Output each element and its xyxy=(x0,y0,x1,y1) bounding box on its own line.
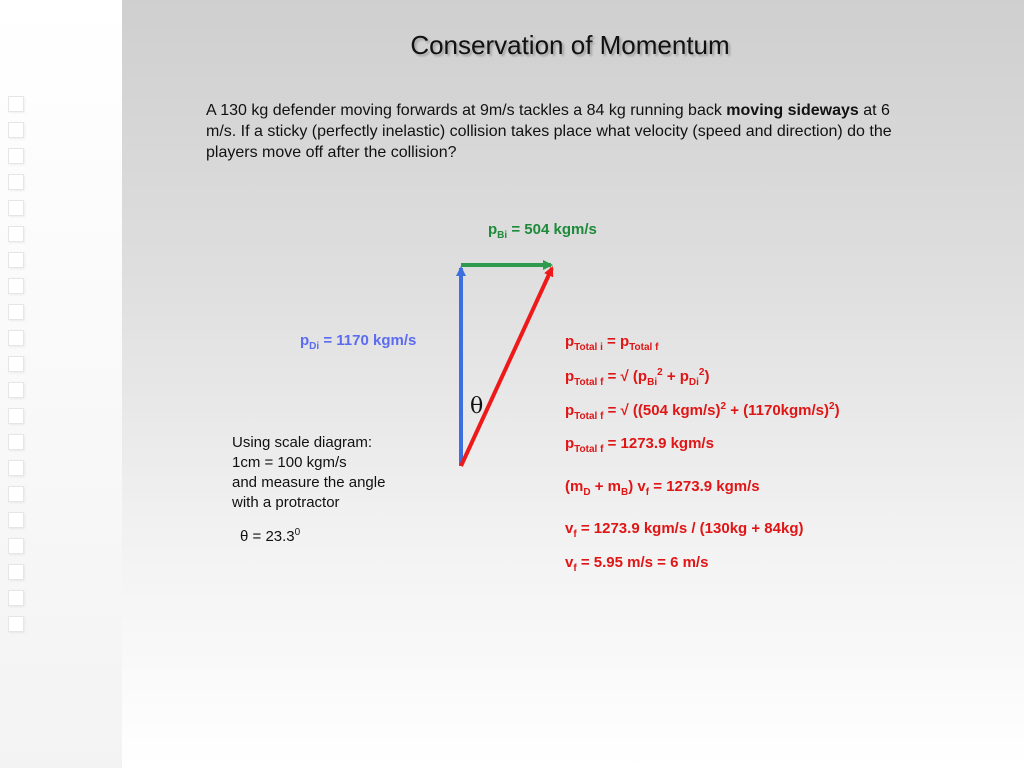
equation-total-momentum xyxy=(565,435,714,455)
theta-result-value: = 23.3 xyxy=(248,528,295,545)
eq-part: = 5.95 m/s = 6 m/s xyxy=(576,554,709,571)
equation-mass-velocity xyxy=(565,478,760,498)
pBi-label xyxy=(488,221,597,241)
eq-sub: f xyxy=(573,563,577,574)
scale-note-line: Using scale diagram: xyxy=(232,434,373,451)
eq-sup: 2 xyxy=(698,367,705,378)
eq-sup: 2 xyxy=(720,401,727,412)
theta-result-symbol: θ xyxy=(240,528,249,545)
eq-part: = 1273.9 kgm/s xyxy=(603,435,714,452)
pBi-subscript: Bi xyxy=(497,230,508,241)
pDi-symbol: p xyxy=(300,332,310,349)
theta-angle-label: θ xyxy=(470,394,484,419)
equation-momentum-conservation xyxy=(565,333,658,353)
eq-part: + m xyxy=(590,478,622,495)
eq-part: + (1170kgm/s) xyxy=(726,402,830,419)
slide-title: Conservation of Momentum xyxy=(410,30,730,60)
pDi-equals: = xyxy=(319,332,337,349)
eq-part: p xyxy=(565,402,575,419)
eq-part: = p xyxy=(602,333,630,350)
eq-part: = √ (p xyxy=(603,368,648,385)
eq-part: p xyxy=(565,435,575,452)
eq-part: ) v xyxy=(628,478,646,495)
problem-text-after: at 6 m/s. If a sticky (perfectly inelastic) collision takes place what velocity (speed and direction) do the players move off after the collision? xyxy=(206,102,892,161)
eq-sub: Bi xyxy=(647,377,658,388)
pDi-value: 1170 kgm/s xyxy=(336,332,417,349)
eq-part: + p xyxy=(662,368,689,385)
eq-part: v xyxy=(565,520,574,537)
problem-text-before: A 130 kg defender moving forwards at 9m/s tackles a 84 kg running back xyxy=(206,102,727,119)
scale-note-line: and measure the angle xyxy=(232,474,386,491)
pBi-equals: = xyxy=(507,221,525,238)
eq-sub: Total f xyxy=(574,377,604,388)
pDi-subscript: Di xyxy=(309,341,320,352)
eq-sub: Total f xyxy=(629,342,659,353)
eq-part: ) xyxy=(704,368,710,385)
theta-result-degree: 0 xyxy=(294,527,301,538)
eq-part: = 1273.9 kgm/s xyxy=(649,478,760,495)
equation-pythagoras xyxy=(565,367,709,388)
scale-note-line: 1cm = 100 kgm/s xyxy=(232,454,347,471)
eq-sub: D xyxy=(583,487,591,498)
eq-sub: Di xyxy=(688,377,699,388)
eq-sub: Total i xyxy=(574,342,603,353)
eq-part: = 1273.9 kgm/s / (130kg + 84kg) xyxy=(576,520,804,537)
pBi-value: 504 kgm/s xyxy=(524,221,597,238)
eq-sup: 2 xyxy=(657,367,663,378)
pBi-symbol: p xyxy=(488,221,498,238)
eq-sub: Total f xyxy=(574,444,604,455)
eq-part: p xyxy=(565,333,575,350)
equation-velocity-calc xyxy=(565,520,804,540)
eq-part: p xyxy=(565,368,575,385)
eq-part: v xyxy=(565,554,574,571)
eq-sub: f xyxy=(645,487,650,498)
equation-final-velocity xyxy=(565,554,708,574)
resultant-arrow xyxy=(461,268,552,466)
theta-result xyxy=(240,527,300,545)
scale-note-line: with a protractor xyxy=(232,494,340,511)
eq-part: = √ ((504 kgm/s) xyxy=(603,402,721,419)
problem-bold-text: moving sideways xyxy=(726,102,859,119)
eq-sub: B xyxy=(621,487,629,498)
scale-note xyxy=(232,433,432,513)
eq-part: ) xyxy=(834,402,840,419)
eq-part: (m xyxy=(565,478,584,495)
equation-substitution xyxy=(565,401,840,422)
eq-sub: Total f xyxy=(574,411,604,422)
pDi-label xyxy=(300,332,416,352)
eq-sup: 2 xyxy=(829,401,835,412)
eq-sub: f xyxy=(573,529,577,540)
